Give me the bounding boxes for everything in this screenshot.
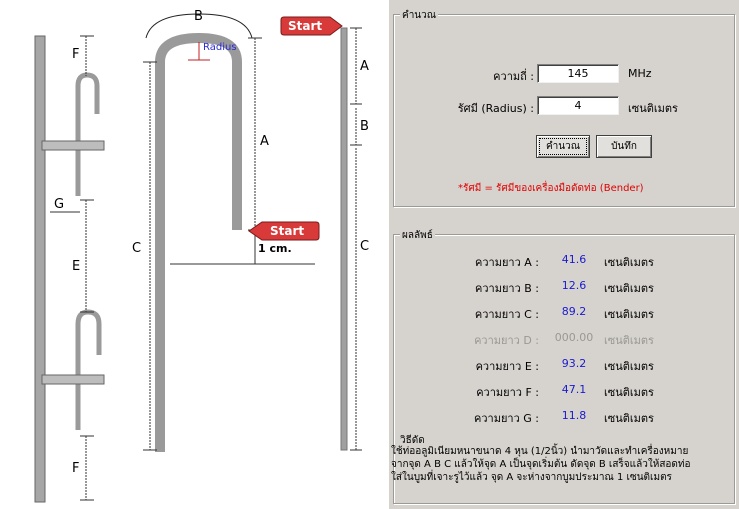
result-label-b: ความยาว B : [474, 282, 539, 295]
frequency-label: ความถี่ : [493, 70, 534, 83]
label-c-center: C [132, 241, 142, 256]
upper-hairpin [78, 75, 97, 148]
calc-group [393, 10, 735, 207]
result-unit-g: เซนติเมตร [604, 412, 654, 425]
start-label-top: Start [288, 19, 323, 33]
results-group [391, 230, 735, 504]
start-tag-top [280, 16, 344, 36]
method-text: ใช้ท่ออลูมิเนียมหนาขนาด 4 หุน (1/2นิ้ว) นำมาวัดและทำเครื่องหมาย จากจุด A B C แล้วให้จุด A เป็นจุดเริ่มต้น ดัดจุด B เสร็จแล้วให้สอดท่อ ใส่ในบูมที่เจาะรูไว้แล้ว จุด A จะห่างจากบูมประมาณ 1 เซนติเมตร [391, 446, 691, 483]
label-f-top: F [72, 47, 80, 62]
result-label-c: ความยาว C : [474, 308, 539, 321]
method-title: วิธีดัด [400, 435, 425, 446]
result-value-g: 11.8 [561, 409, 587, 422]
result-value-a: 41.6 [561, 253, 587, 266]
upper-clamp [42, 141, 104, 150]
result-label-g: ความยาว G : [474, 412, 539, 425]
radius-note: *รัศมี = รัศมีของเครื่องมือดัดท่อ (Bender) [458, 183, 644, 194]
calc-legend: คำนวณ [402, 10, 437, 21]
result-value-b: 12.6 [561, 279, 587, 292]
label-e: E [72, 259, 81, 274]
label-b-right: B [360, 119, 369, 134]
start-label-mid: Start [270, 224, 305, 238]
results-legend: ผลลัพธ์ [402, 230, 433, 241]
straight-rod [341, 28, 347, 450]
result-label-f: ความยาว F : [476, 386, 539, 399]
radius-unit: เซนติเมตร [628, 102, 678, 115]
radius-label: รัศมี (Radius) : [457, 102, 534, 115]
label-f-bottom: F [72, 461, 80, 476]
result-unit-f: เซนติเมตร [604, 386, 654, 399]
j-pole-rod [160, 38, 237, 452]
radius-input[interactable] [537, 96, 619, 115]
result-unit-b: เซนติเมตร [604, 282, 654, 295]
label-a-right: A [360, 59, 369, 74]
result-label-d: ความยาว D : [474, 334, 539, 347]
lower-hairpin [78, 312, 99, 375]
label-g: G [54, 197, 65, 212]
frequency-unit: MHz [628, 67, 652, 80]
result-unit-e: เซนติเมตร [604, 360, 654, 373]
label-one-cm: 1 cm. [258, 242, 292, 255]
frequency-input[interactable] [537, 64, 619, 83]
label-b-top: B [194, 9, 203, 24]
label-radius: Radius [203, 42, 237, 53]
label-c-right: C [360, 239, 370, 254]
result-value-d: 000.00 [554, 331, 594, 344]
save-button[interactable]: บันทึก [596, 135, 652, 158]
result-unit-d: เซนติเมตร [604, 334, 654, 347]
result-unit-c: เซนติเมตร [604, 308, 654, 321]
result-value-f: 47.1 [561, 383, 587, 396]
label-a-center: A [260, 134, 269, 149]
lower-clamp [42, 375, 104, 384]
boom-rod [35, 36, 45, 502]
calculate-button[interactable]: คำนวณ [536, 135, 590, 158]
control-panel [390, 0, 739, 509]
result-label-e: ความยาว E : [475, 360, 539, 373]
result-unit-a: เซนติเมตร [604, 256, 654, 269]
start-tag-mid [248, 221, 320, 241]
result-value-e: 93.2 [561, 357, 587, 370]
result-label-a: ความยาว A : [475, 256, 539, 269]
result-value-c: 89.2 [561, 305, 587, 318]
